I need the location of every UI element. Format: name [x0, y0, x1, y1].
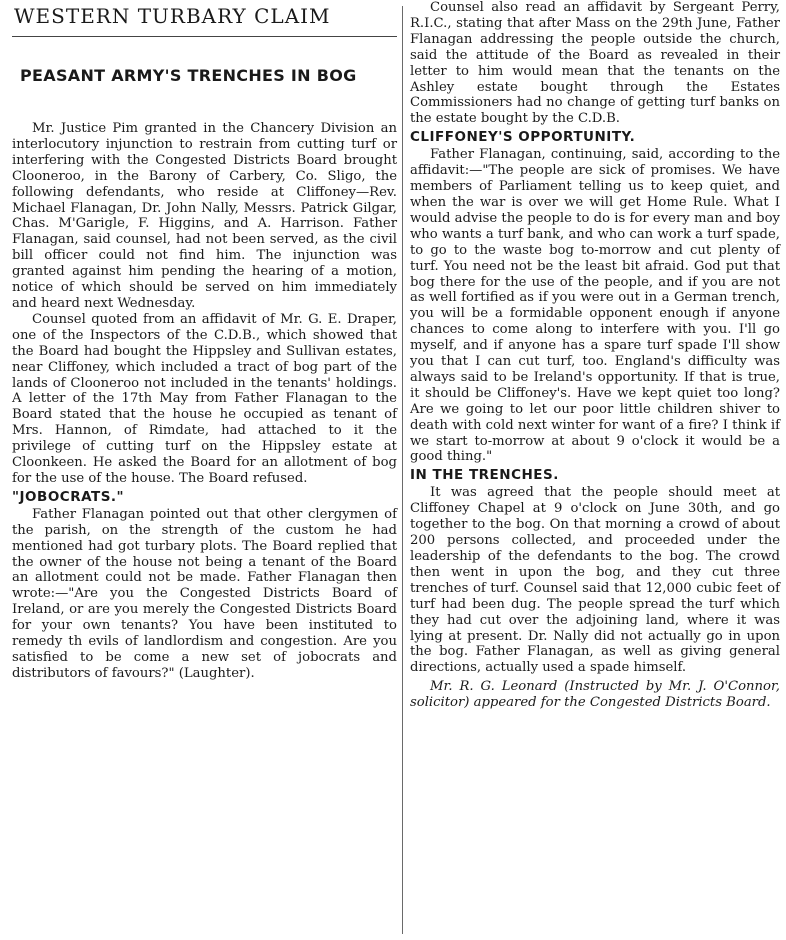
paragraph-flanagan-speech: Father Flanagan, continuing, said, according to the affidavit:—"The people are sick of promises. We have members of Parliament telling us to keep quiet, and when the war is over we will get Home Rule. What I would advise the people to do is for every man and boy who wants a turf bank, and who can work a turf spade, to go to the waste bog to-morrow and cut plenty of turf. You need not be the least bit afraid. God put that bog there for the use of the people, and if you are not as well fortified as if you were out in a German trench, you will be a formidable opponent enough if anyone chances to come along to interfere with you. I'll go myself, and if anyone has a spare turf spade I'll show you that I can cut turf, too. England's difficulty was always said to be Ireland's opportunity. If that is true, it should be Cliffoney's. Have we kept quiet too long? Are we going to let our poor little children shiver to death with cold next winter for want of a fire? I think if we start to-morrow at about 9 o'clock it would be a good thing." [410, 147, 780, 465]
paragraph-injunction: Mr. Justice Pim granted in the Chancery Division an interlocutory injunction to restrain from cutting turf or interfering with the Congested Districts Board brought Clooneroo, in the Barony of Carbery, Co. Sligo, the following defendants, who reside at Cliffoney—Rev. Michael Flanagan, Dr. John Nally, Messrs. Patrick Gilgar, Chas. M'Garigle, F. Higgins, and A. Harrison. Father Flanagan, said counsel, had not been served, as the civil bill officer could not find him. The injunction was granted against him pending the hearing of a motion, notice of which should be served on him immediately and heard next Wednesday. [12, 121, 397, 311]
paragraph-affidavit-draper: Counsel quoted from an affidavit of Mr. G. E. Draper, one of the Inspectors of the C.D.B., which showed that the Board had bought the Hippsley and Sullivan estates, near Cliffoney, which included a tract of bog part of the lands of Clooneroo not included in the tenants' holdings. A letter of the 17th May from Father Flanagan to the Board stated that the house he occupied as tenant of Mrs. Hannon, of Rimdate, had attached to it the privilege of cutting turf on the Hippsley estate at Cloonkeen. He asked the Board for an allotment of bog for the use of the house. The Board refused. [12, 311, 397, 486]
paragraph-affidavit-perry: Counsel also read an affidavit by Sergeant Perry, R.I.C., stating that after Mass on the 29th June, Father Flanagan addressing the people outside the church, said the attitude of the Board as revealed in their letter to him would mean that the tenants on the Ashley estate bought through the Estates Commissioners had no change of getting turf banks on the estate bought by the C.D.B. [410, 0, 780, 127]
title-divider [12, 36, 397, 37]
counsel-credit-text: Mr. R. G. Leonard (Instructed by Mr. J. O'Connor, solicitor) appeared for the Congested Districts Board. [410, 679, 780, 711]
column-divider [402, 6, 403, 934]
counsel-credit [410, 679, 780, 711]
heading-cliffoney-opportunity: CLIFFONEY'S OPPORTUNITY. [410, 129, 636, 146]
left-column [12, 0, 397, 682]
paragraph-jobocrats: Father Flanagan pointed out that other clergymen of the parish, on the strength of the custom he had mentioned had got turbary plots. The Board replied that the owner of the house not being a tenant of the Board an allotment could not be made. Father Flanagan then wrote:—"Are you the Congested Districts Board of Ireland, or are you merely the Congested Districts Board for your own tenants? You have been instituted to remedy th evils of landlordism and congestion. Are you satisfied to be come a new set of jobocrats and distributors of favours?" (Laughter). [12, 506, 397, 681]
paragraph-trenches: It was agreed that the people should meet at Cliffoney Chapel at 9 o'clock on June 30th, and go together to the bog. On that morning a crowd of about 200 persons collected, and proceeded under the leadership of the defendants to the bog. The crowd then went in upon the bog, and they cut three trenches of turf. Counsel said that 12,000 cubic feet of turf had been dug. The people spread the turf which they had cut over the adjoining land, where it was lying at present. Dr. Nally did not actually go in upon the bog. Father Flanagan, as well as giving general directions, actually used a spade himself. [410, 485, 780, 676]
article-title: WESTERN TURBARY CLAIM [14, 4, 331, 28]
article-subtitle: PEASANT ARMY'S TRENCHES IN BOG [20, 66, 357, 85]
heading-in-the-trenches: IN THE TRENCHES. [410, 467, 559, 484]
right-column [410, 0, 780, 711]
heading-jobocrats: "JOBOCRATS." [12, 488, 125, 505]
